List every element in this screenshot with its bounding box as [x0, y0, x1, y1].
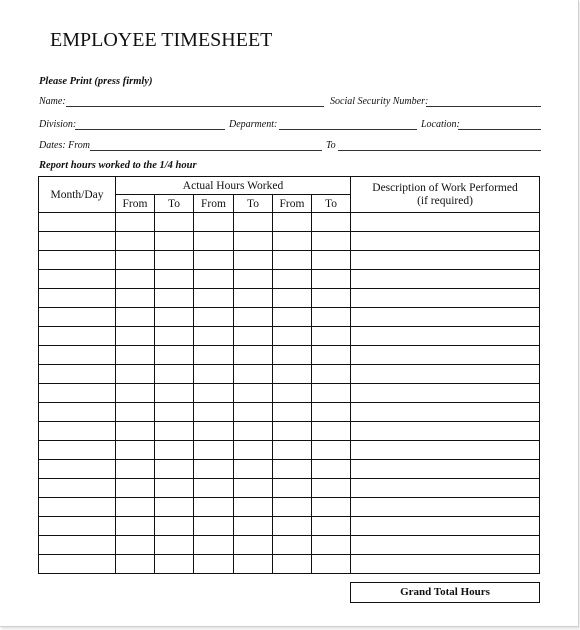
from-cell-3[interactable] — [273, 327, 312, 346]
to-cell-1[interactable] — [155, 441, 194, 460]
from-cell-3[interactable] — [273, 213, 312, 232]
from-cell-3[interactable] — [273, 422, 312, 441]
from-cell-3[interactable] — [273, 536, 312, 555]
to-cell-1[interactable] — [155, 422, 194, 441]
description-cell[interactable] — [351, 251, 540, 270]
table-row — [39, 308, 540, 327]
from-cell-3[interactable] — [273, 517, 312, 536]
to-cell-1[interactable] — [155, 308, 194, 327]
to-cell-2[interactable] — [234, 479, 273, 498]
dates-to-field[interactable] — [338, 150, 541, 151]
description-cell[interactable] — [351, 517, 540, 536]
to-cell-1[interactable] — [155, 289, 194, 308]
month-day-cell[interactable] — [39, 460, 116, 479]
to-header-1: To — [155, 195, 194, 213]
description-cell[interactable] — [351, 289, 540, 308]
description-cell[interactable] — [351, 384, 540, 403]
from-cell-2[interactable] — [194, 536, 234, 555]
from-cell-1[interactable] — [116, 327, 155, 346]
description-cell[interactable] — [351, 422, 540, 441]
description-cell[interactable] — [351, 460, 540, 479]
month-day-cell[interactable] — [39, 536, 116, 555]
from-cell-2[interactable] — [194, 232, 234, 251]
table-row — [39, 479, 540, 498]
department-label: Deparment: — [229, 119, 278, 130]
month-day-cell[interactable] — [39, 327, 116, 346]
to-cell-2[interactable] — [234, 308, 273, 327]
grand-total-label: Grand Total Hours — [400, 586, 490, 598]
to-cell-2[interactable] — [234, 232, 273, 251]
table-row — [39, 498, 540, 517]
to-cell-3[interactable] — [312, 536, 351, 555]
to-cell-2[interactable] — [234, 422, 273, 441]
description-cell[interactable] — [351, 346, 540, 365]
table-row — [39, 365, 540, 384]
to-cell-2[interactable] — [234, 498, 273, 517]
month-day-cell[interactable] — [39, 517, 116, 536]
month-day-cell[interactable] — [39, 403, 116, 422]
from-cell-2[interactable] — [194, 422, 234, 441]
from-cell-1[interactable] — [116, 213, 155, 232]
from-header-1: From — [116, 195, 155, 213]
ssn-field[interactable] — [426, 106, 541, 107]
from-cell-3[interactable] — [273, 251, 312, 270]
from-cell-1[interactable] — [116, 441, 155, 460]
from-cell-1[interactable] — [116, 517, 155, 536]
to-cell-3[interactable] — [312, 517, 351, 536]
table-row — [39, 384, 540, 403]
dates-from-field[interactable] — [90, 150, 322, 151]
from-cell-3[interactable] — [273, 479, 312, 498]
month-day-cell[interactable] — [39, 384, 116, 403]
to-cell-1[interactable] — [155, 327, 194, 346]
table-row — [39, 422, 540, 441]
dates-to-label: To — [326, 140, 336, 151]
to-cell-2[interactable] — [234, 441, 273, 460]
from-cell-1[interactable] — [116, 289, 155, 308]
month-day-cell[interactable] — [39, 213, 116, 232]
table-row — [39, 251, 540, 270]
month-day-cell[interactable] — [39, 346, 116, 365]
from-cell-2[interactable] — [194, 460, 234, 479]
table-row — [39, 213, 540, 232]
to-cell-2[interactable] — [234, 403, 273, 422]
to-header-2: To — [234, 195, 273, 213]
from-cell-2[interactable] — [194, 346, 234, 365]
to-cell-3[interactable] — [312, 384, 351, 403]
month-day-header: Month/Day — [39, 177, 116, 213]
to-cell-3[interactable] — [312, 213, 351, 232]
table-row — [39, 536, 540, 555]
from-cell-2[interactable] — [194, 517, 234, 536]
description-cell[interactable] — [351, 232, 540, 251]
from-cell-1[interactable] — [116, 498, 155, 517]
from-cell-1[interactable] — [116, 422, 155, 441]
from-cell-2[interactable] — [194, 498, 234, 517]
dates-from-label: Dates: From — [39, 140, 91, 151]
to-cell-1[interactable] — [155, 517, 194, 536]
from-cell-3[interactable] — [273, 346, 312, 365]
to-cell-2[interactable] — [234, 460, 273, 479]
description-cell[interactable] — [351, 555, 540, 574]
from-cell-1[interactable] — [116, 479, 155, 498]
to-cell-1[interactable] — [155, 403, 194, 422]
actual-hours-header: Actual Hours Worked — [116, 177, 351, 195]
to-cell-1[interactable] — [155, 232, 194, 251]
from-cell-1[interactable] — [116, 403, 155, 422]
from-cell-1[interactable] — [116, 536, 155, 555]
to-cell-2[interactable] — [234, 365, 273, 384]
month-day-cell[interactable] — [39, 289, 116, 308]
to-cell-2[interactable] — [234, 384, 273, 403]
from-cell-3[interactable] — [273, 270, 312, 289]
table-row — [39, 403, 540, 422]
department-field[interactable] — [279, 129, 417, 130]
from-cell-3[interactable] — [273, 460, 312, 479]
month-day-cell[interactable] — [39, 308, 116, 327]
description-header: Description of Work Performed (if required) — [351, 177, 540, 213]
report-instruction: Report hours worked to the 1/4 hour — [39, 160, 197, 171]
to-cell-3[interactable] — [312, 460, 351, 479]
to-cell-1[interactable] — [155, 346, 194, 365]
table-row — [39, 327, 540, 346]
table-row — [39, 460, 540, 479]
table-row — [39, 232, 540, 251]
to-cell-1[interactable] — [155, 536, 194, 555]
description-cell[interactable] — [351, 479, 540, 498]
month-day-cell[interactable] — [39, 270, 116, 289]
from-cell-1[interactable] — [116, 251, 155, 270]
to-header-3: To — [312, 195, 351, 213]
to-cell-3[interactable] — [312, 308, 351, 327]
to-cell-2[interactable] — [234, 555, 273, 574]
to-cell-3[interactable] — [312, 441, 351, 460]
to-cell-2[interactable] — [234, 536, 273, 555]
from-cell-3[interactable] — [273, 232, 312, 251]
from-header-3: From — [273, 195, 312, 213]
name-label: Name: — [39, 96, 66, 107]
from-cell-3[interactable] — [273, 555, 312, 574]
to-cell-3[interactable] — [312, 289, 351, 308]
ssn-label: Social Security Number: — [330, 96, 429, 107]
from-cell-2[interactable] — [194, 308, 234, 327]
to-cell-2[interactable] — [234, 213, 273, 232]
name-field[interactable] — [66, 106, 324, 107]
description-cell[interactable] — [351, 441, 540, 460]
page-title: EMPLOYEE TIMESHEET — [50, 29, 273, 51]
from-cell-2[interactable] — [194, 365, 234, 384]
to-cell-3[interactable] — [312, 346, 351, 365]
from-cell-1[interactable] — [116, 384, 155, 403]
to-cell-1[interactable] — [155, 460, 194, 479]
to-cell-1[interactable] — [155, 365, 194, 384]
from-cell-3[interactable] — [273, 441, 312, 460]
to-cell-3[interactable] — [312, 479, 351, 498]
to-cell-1[interactable] — [155, 251, 194, 270]
table-row — [39, 441, 540, 460]
to-cell-2[interactable] — [234, 251, 273, 270]
month-day-cell[interactable] — [39, 232, 116, 251]
from-cell-1[interactable] — [116, 270, 155, 289]
table-row — [39, 517, 540, 536]
from-cell-1[interactable] — [116, 555, 155, 574]
month-day-cell[interactable] — [39, 251, 116, 270]
to-cell-1[interactable] — [155, 384, 194, 403]
month-day-cell[interactable] — [39, 479, 116, 498]
timesheet-body — [39, 213, 540, 574]
to-cell-1[interactable] — [155, 270, 194, 289]
to-cell-3[interactable] — [312, 403, 351, 422]
from-cell-2[interactable] — [194, 213, 234, 232]
from-cell-2[interactable] — [194, 479, 234, 498]
location-field[interactable] — [458, 129, 541, 130]
to-cell-2[interactable] — [234, 270, 273, 289]
to-cell-3[interactable] — [312, 232, 351, 251]
from-cell-1[interactable] — [116, 460, 155, 479]
to-cell-2[interactable] — [234, 289, 273, 308]
from-cell-1[interactable] — [116, 308, 155, 327]
from-cell-2[interactable] — [194, 384, 234, 403]
month-day-cell[interactable] — [39, 365, 116, 384]
description-cell[interactable] — [351, 308, 540, 327]
from-cell-2[interactable] — [194, 555, 234, 574]
to-cell-1[interactable] — [155, 555, 194, 574]
from-cell-2[interactable] — [194, 251, 234, 270]
to-cell-3[interactable] — [312, 555, 351, 574]
description-cell[interactable] — [351, 327, 540, 346]
from-cell-1[interactable] — [116, 232, 155, 251]
from-cell-1[interactable] — [116, 365, 155, 384]
division-field[interactable] — [75, 129, 225, 130]
to-cell-2[interactable] — [234, 517, 273, 536]
description-cell[interactable] — [351, 213, 540, 232]
from-cell-3[interactable] — [273, 498, 312, 517]
from-cell-3[interactable] — [273, 384, 312, 403]
month-day-cell[interactable] — [39, 555, 116, 574]
to-cell-1[interactable] — [155, 479, 194, 498]
from-cell-2[interactable] — [194, 327, 234, 346]
grand-total-box — [350, 582, 540, 603]
month-day-cell[interactable] — [39, 441, 116, 460]
timesheet-table — [38, 176, 540, 574]
from-cell-2[interactable] — [194, 403, 234, 422]
table-row — [39, 346, 540, 365]
description-cell[interactable] — [351, 365, 540, 384]
from-cell-3[interactable] — [273, 308, 312, 327]
to-cell-1[interactable] — [155, 213, 194, 232]
description-cell[interactable] — [351, 403, 540, 422]
print-instruction: Please Print (press firmly) — [39, 76, 153, 87]
table-row — [39, 555, 540, 574]
to-cell-2[interactable] — [234, 327, 273, 346]
from-cell-2[interactable] — [194, 441, 234, 460]
from-cell-2[interactable] — [194, 289, 234, 308]
month-day-cell[interactable] — [39, 422, 116, 441]
table-row — [39, 289, 540, 308]
location-label: Location: — [421, 119, 460, 130]
from-cell-3[interactable] — [273, 289, 312, 308]
to-cell-3[interactable] — [312, 365, 351, 384]
description-cell[interactable] — [351, 536, 540, 555]
division-label: Division: — [39, 119, 77, 130]
description-cell[interactable] — [351, 270, 540, 289]
description-cell[interactable] — [351, 498, 540, 517]
to-cell-3[interactable] — [312, 327, 351, 346]
from-header-2: From — [194, 195, 234, 213]
to-cell-2[interactable] — [234, 346, 273, 365]
month-day-cell[interactable] — [39, 498, 116, 517]
table-row — [39, 270, 540, 289]
to-cell-3[interactable] — [312, 498, 351, 517]
from-cell-2[interactable] — [194, 270, 234, 289]
from-cell-3[interactable] — [273, 365, 312, 384]
from-cell-3[interactable] — [273, 403, 312, 422]
to-cell-1[interactable] — [155, 498, 194, 517]
to-cell-3[interactable] — [312, 422, 351, 441]
to-cell-3[interactable] — [312, 251, 351, 270]
to-cell-3[interactable] — [312, 270, 351, 289]
from-cell-1[interactable] — [116, 346, 155, 365]
